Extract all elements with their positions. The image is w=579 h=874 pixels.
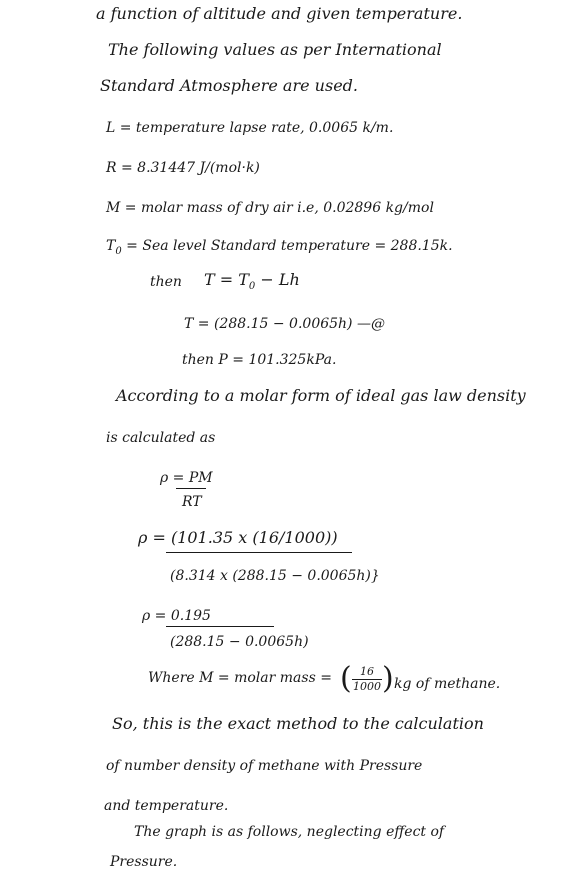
subscript-zero: 0 bbox=[115, 245, 122, 257]
density-substitution-bar bbox=[166, 552, 352, 553]
close-paren-icon: ) bbox=[382, 661, 394, 696]
pressure-line: then P = 101.325kPa. bbox=[182, 352, 337, 368]
density-formula-bar bbox=[176, 488, 206, 489]
text-line-ideal-gas: According to a molar form of ideal gas law density bbox=[116, 386, 526, 405]
sea-level-temp-text: = Sea level Standard temperature = 288.15k. bbox=[121, 238, 453, 254]
gas-constant-line: R = 8.31447 J/(mol·k) bbox=[106, 160, 260, 176]
text-line-1: a function of altitude and given temperature. bbox=[96, 4, 463, 23]
text-line-calculated: is calculated as bbox=[106, 430, 216, 446]
text-line-graph: The graph is as follows, neglecting effect of bbox=[134, 824, 445, 840]
sea-level-temp-line bbox=[106, 236, 453, 262]
open-paren-icon: ( bbox=[340, 661, 352, 696]
density-result-bar bbox=[166, 626, 274, 627]
symbol-t: T bbox=[106, 238, 116, 254]
methane-unit: kg of methane. bbox=[394, 676, 501, 692]
density-substitution-numerator: ρ = (101.35 x (16/1000)) bbox=[138, 528, 338, 547]
density-formula-denominator: RT bbox=[182, 494, 202, 510]
then-label: then bbox=[150, 274, 182, 290]
fraction-numerator: 16 bbox=[360, 665, 374, 678]
text-line-2: The following values as per International bbox=[108, 40, 442, 59]
temp-eq-subscript: 0 bbox=[248, 281, 256, 293]
text-line-number-density: of number density of methane with Pressure bbox=[106, 758, 423, 774]
molar-mass-methane-label: Where M = molar mass = bbox=[148, 670, 332, 686]
temperature-expression: T = (288.15 − 0.0065h) —@ bbox=[184, 316, 385, 332]
density-formula-numerator: ρ = PM bbox=[160, 470, 213, 486]
temp-eq-left: T = T bbox=[204, 270, 249, 289]
density-substitution-denominator: (8.314 x (288.15 − 0.0065h)} bbox=[170, 568, 380, 584]
text-line-pressure: Pressure. bbox=[110, 854, 178, 870]
density-result-numerator: ρ = 0.195 bbox=[142, 608, 211, 624]
temperature-equation bbox=[204, 270, 300, 297]
methane-molar-fraction bbox=[352, 666, 382, 693]
temp-eq-right: − Lh bbox=[255, 270, 300, 289]
molar-mass-line: M = molar mass of dry air i.e, 0.02896 kg/mol bbox=[106, 200, 434, 216]
text-line-exact-method: So, this is the exact method to the calculation bbox=[112, 714, 484, 733]
lapse-rate-line: L = temperature lapse rate, 0.0065 k/m. bbox=[106, 120, 394, 136]
density-result-denominator: (288.15 − 0.0065h) bbox=[170, 634, 309, 650]
text-line-temperature: and temperature. bbox=[104, 798, 229, 814]
fraction-denominator: 1000 bbox=[353, 680, 381, 693]
text-line-3: Standard Atmosphere are used. bbox=[100, 76, 358, 95]
